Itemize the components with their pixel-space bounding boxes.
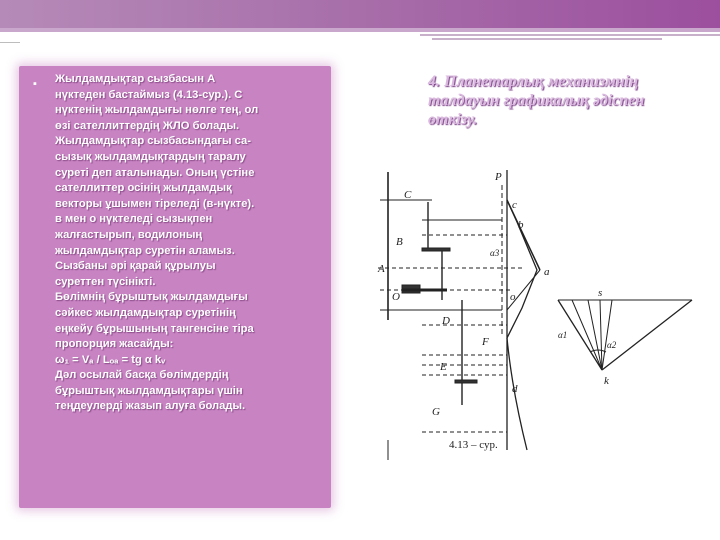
label-P: P [495, 171, 502, 183]
label-s: s [598, 287, 603, 299]
label-d: d [512, 383, 518, 395]
label-c: c [512, 199, 517, 211]
figure-caption: 4.13 – сур. [449, 439, 498, 451]
label-k: k [604, 375, 609, 387]
label-alpha3: α3 [490, 248, 500, 258]
title-bar-underline [0, 28, 720, 32]
label-o: o [510, 291, 516, 303]
label-E: E [440, 361, 447, 373]
slide-title: 4. Планетарлық механизмнің талдауын графикалық әдіспен өткізу. [428, 73, 645, 128]
decor-line-left [0, 42, 20, 43]
bullet-marker: ▪ [33, 78, 37, 90]
decor-line-2 [432, 38, 662, 40]
label-alpha1: α1 [558, 330, 568, 340]
label-B: B [396, 236, 403, 248]
label-O: O [392, 291, 400, 303]
label-F: F [482, 336, 489, 348]
decor-line-1 [420, 34, 720, 36]
body-text: Жылдамдықтар сызбасын А нүктеден бастаймыз (4.13-сур.). С нүктенің жылдамдығы нөлге тең, ол өзі сателлиттердің ЖЛО болады. Жылдамдықтар сызбасындағы са- сызық жылдамдықтардың таралу суреті деп аталынады. Оның үстіне сателлиттер осінің жылдамдық векторы ұшымен тіреледі (в-нүкте). в мен о нүктеледі сызықпен жалғастырып, водилоның жылдамдықтар суретін аламыз. Сызбаны әрі қарай құрылуы суреттен түсінікті. Бөлімнің бұрыштық жылдамдығы сәйкес жылдамдықтар суретінің еңкейу бұрышының тангенсіне тіра пропорция жасайды: ω₁ = Vₐ / Lₒₐ = tg α kᵥ Дәл осылай басқа бөлімдердің бұрыштық жылдамдықтары үшін теңдеулерді жазып алуға болады. [55, 73, 259, 413]
title-bar-band [0, 0, 720, 28]
label-alpha2: α2 [607, 340, 617, 350]
label-b: b [518, 219, 524, 231]
label-D: D [442, 315, 450, 327]
mechanism-figure [362, 160, 714, 460]
label-a: a [544, 266, 550, 278]
label-G: G [432, 406, 440, 418]
label-A: A [378, 263, 385, 275]
label-C: C [404, 189, 412, 201]
